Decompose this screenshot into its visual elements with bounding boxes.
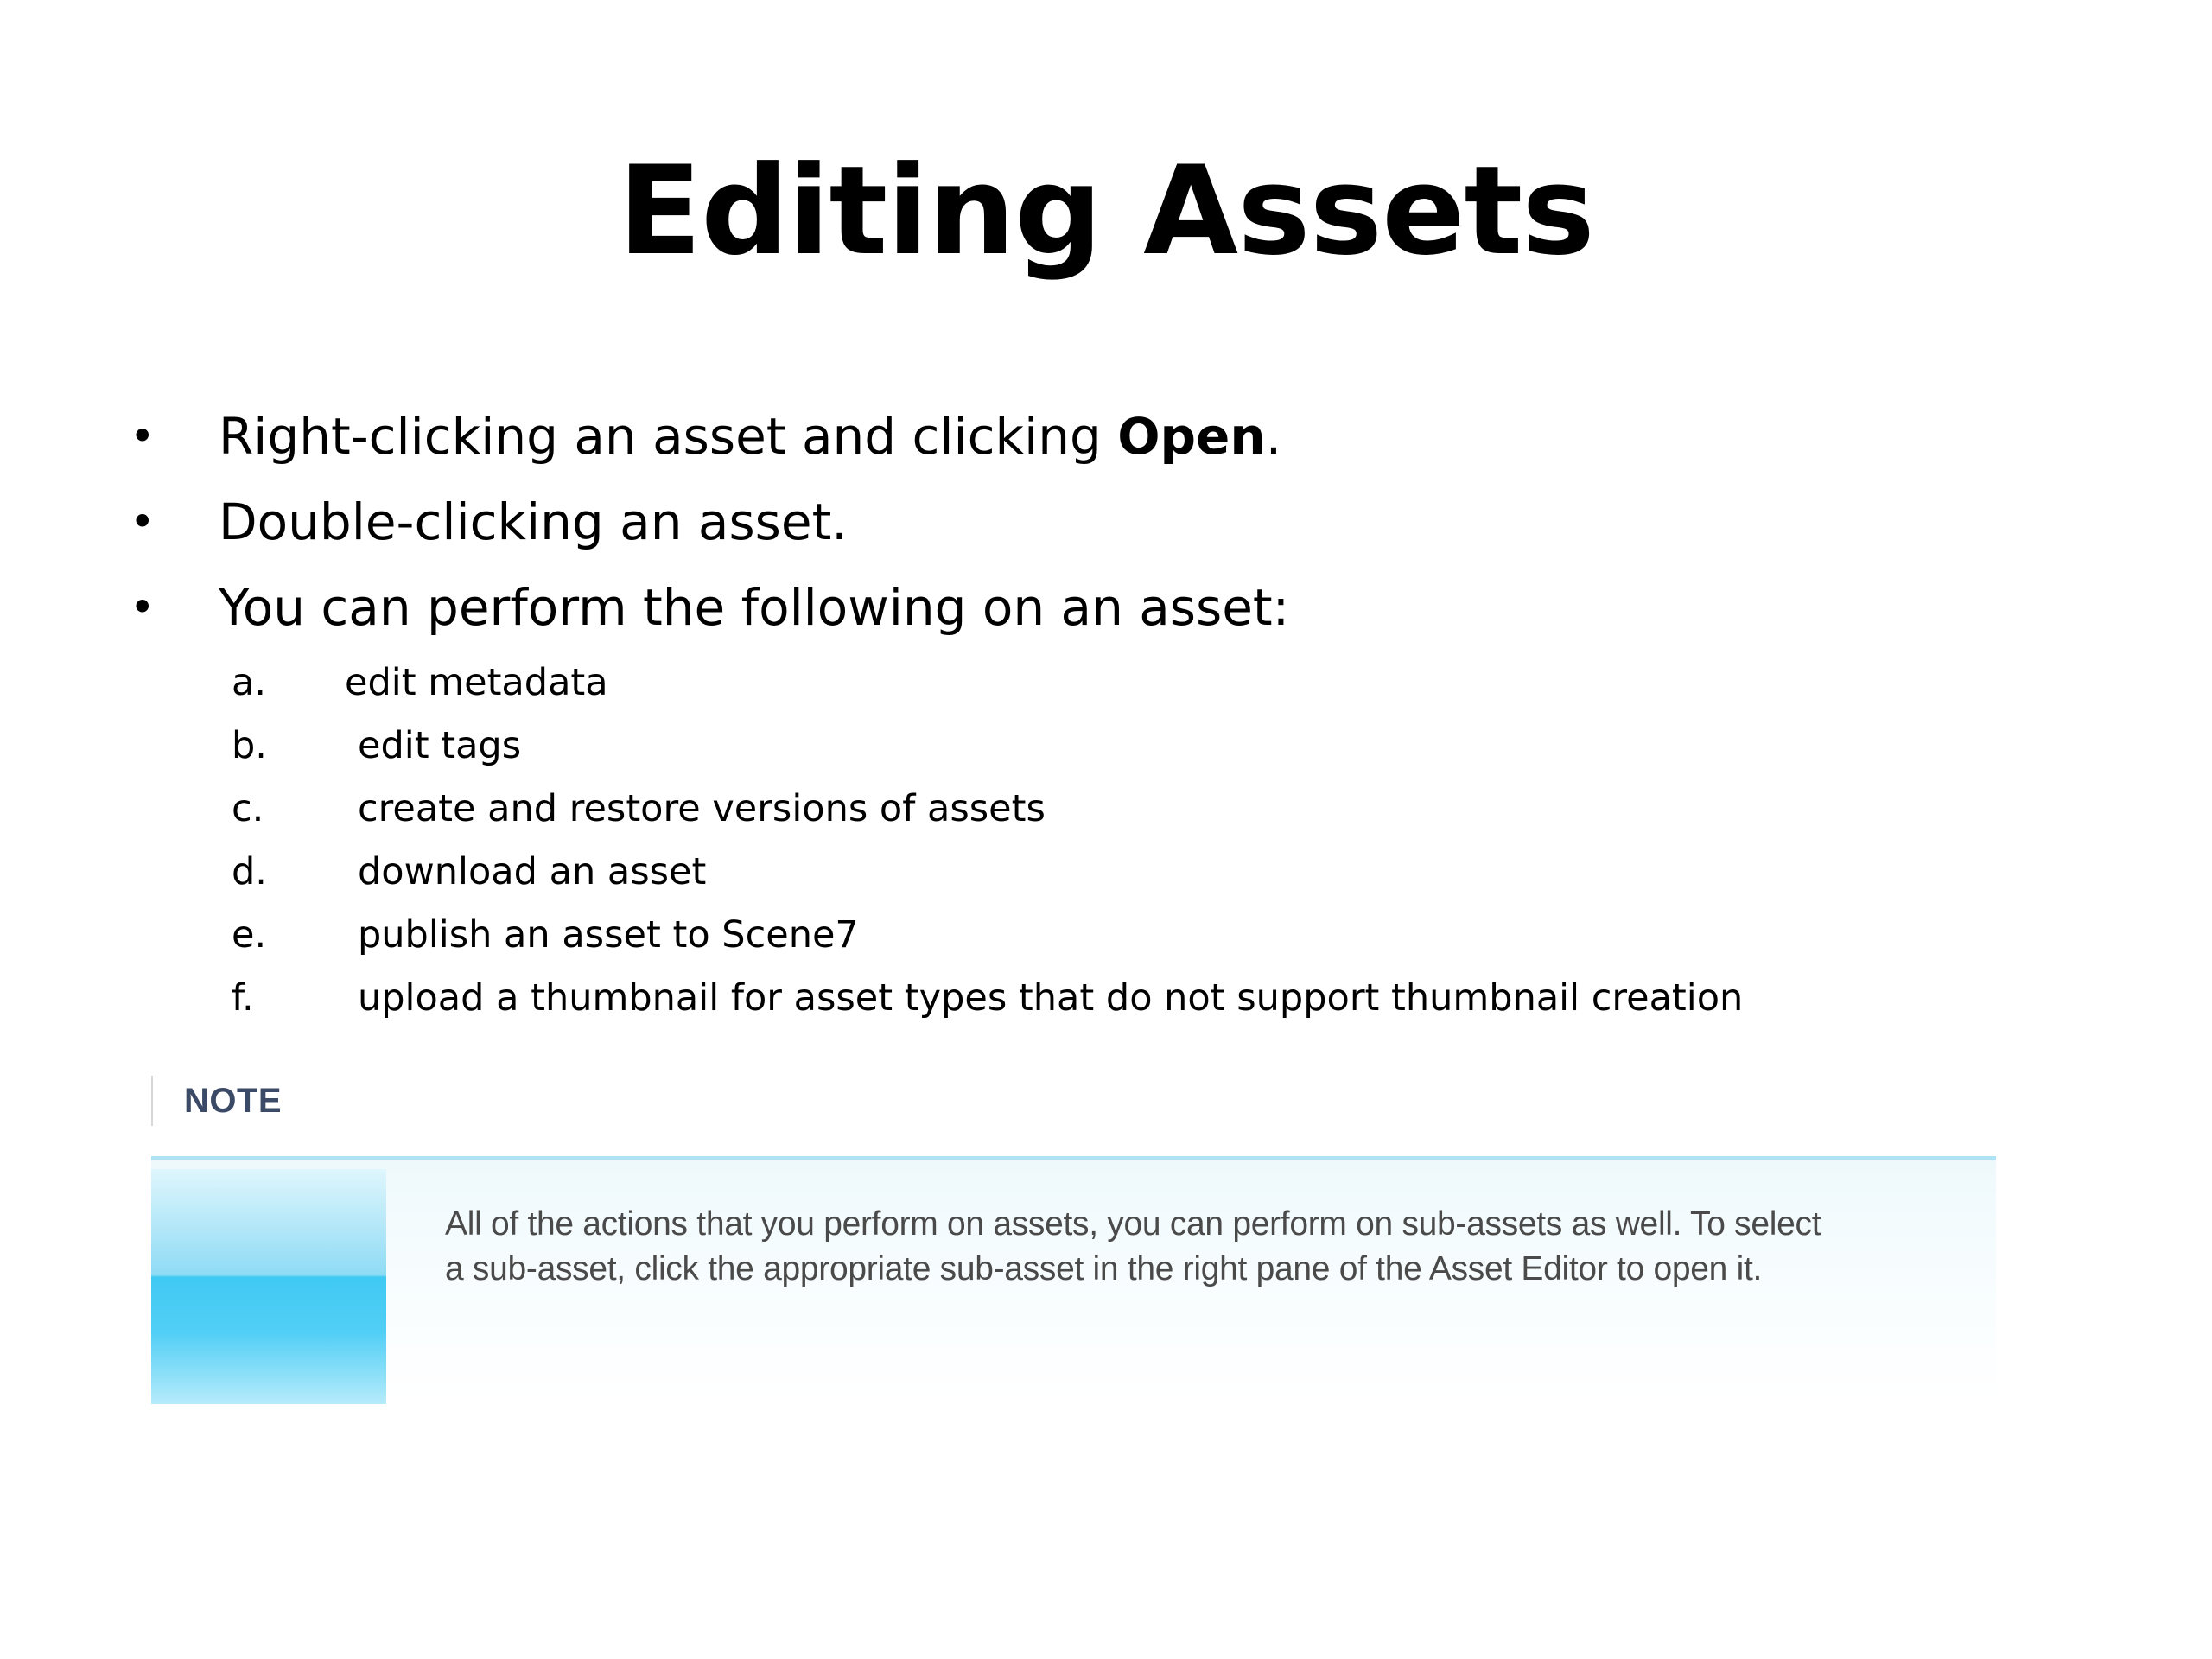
bullet-text <box>219 393 1281 480</box>
sub-item <box>232 840 2133 903</box>
sub-item-text: download an asset <box>358 850 707 893</box>
sub-item <box>232 714 2133 777</box>
note-text-line: a sub-asset, click the appropriate sub-asset in the right pane of the Asset Editor to open it. <box>445 1250 1763 1287</box>
bullet-text: Double-clicking an asset. <box>219 493 848 551</box>
sub-item-text: upload a thumbnail for asset types that do not support thumbnail creation <box>358 976 1744 1020</box>
bullet-text-before: Right-clicking an asset and clicking <box>219 407 1118 466</box>
bullet-dot: • <box>130 411 156 461</box>
bullet-text-after: . <box>1265 407 1282 466</box>
bullet-text: You can perform the following on an asset: <box>219 578 1290 637</box>
sub-item-text: publish an asset to Scene7 <box>358 913 859 957</box>
sub-item <box>232 966 2133 1029</box>
sub-item-letter: c. <box>232 787 264 830</box>
sub-item-text: edit metadata <box>345 661 608 704</box>
note-icon <box>151 1169 386 1404</box>
sub-item-text: edit tags <box>358 724 522 767</box>
sub-list <box>232 651 2133 1029</box>
note-box <box>151 1160 1996 1402</box>
sub-item <box>232 903 2133 966</box>
note-header <box>151 1076 283 1126</box>
sub-item <box>232 651 2133 714</box>
bullet-text-bold: Open <box>1117 407 1266 466</box>
sub-item-letter: b. <box>232 724 267 767</box>
sub-item-letter: a. <box>232 661 267 704</box>
bullet-item <box>130 479 2117 564</box>
sub-item-letter: e. <box>232 913 267 957</box>
bullet-dot: • <box>130 497 156 547</box>
sub-item-text: create and restore versions of assets <box>358 787 1046 830</box>
note-label: NOTE <box>184 1082 283 1120</box>
bullet-item <box>130 564 2117 650</box>
sub-item-letter: d. <box>232 850 267 893</box>
bullet-item <box>130 393 2117 479</box>
note-text-line: All of the actions that you perform on assets, you can perform on sub-assets as well. To select <box>445 1205 1821 1243</box>
sub-item <box>232 777 2133 840</box>
bullet-list <box>130 393 2117 650</box>
bullet-dot: • <box>130 582 156 632</box>
slide-title: Editing Assets <box>618 140 1594 283</box>
note-text <box>445 1202 2000 1292</box>
sub-item-letter: f. <box>232 976 254 1020</box>
